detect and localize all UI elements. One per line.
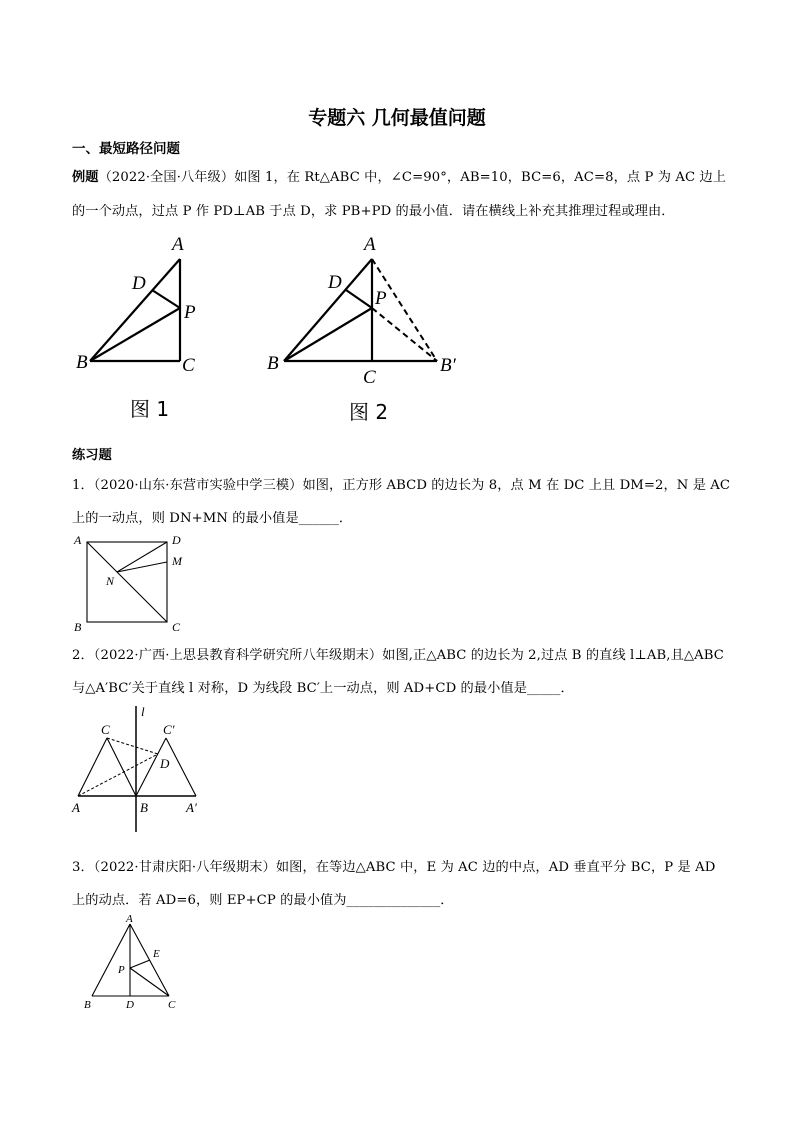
fig2-segment-PB xyxy=(284,308,372,361)
q2-label-C: C xyxy=(101,722,110,737)
q2-dashed-CD xyxy=(107,738,158,754)
q3-label-P: P xyxy=(118,964,125,976)
q2-side-CB xyxy=(107,738,136,796)
q2-side-C2A2 xyxy=(166,738,196,796)
q3-side-AB xyxy=(92,924,130,996)
q1-label-N: N xyxy=(106,574,115,588)
q2-line-1: 2．（2022·广西·上思县教育科学研究所八年级期末）如图,正△ABC 的边长为 2,过点 B 的直线 l⊥AB,且△ABC xyxy=(72,648,724,663)
q3-segment-PE xyxy=(130,960,150,968)
fig1-label-C: C xyxy=(182,355,195,376)
q2-label-B: B xyxy=(140,800,148,815)
fig1-segment-PD xyxy=(152,290,180,308)
fig2-dashed-AB2 xyxy=(372,259,437,361)
example-line-2: 的一个动点，过点 P 作 PD⊥AB 于点 D，求 PB+PD 的最小值．请在横线上补充其推理过程或理由． xyxy=(72,204,675,219)
fig1-label-A: A xyxy=(172,234,184,255)
q1-label-M: M xyxy=(172,554,182,568)
q2-line-2: 与△A′BC′关于直线 l 对称，D 为线段 BC′上一动点，则 AD+CD 的最小值是_____． xyxy=(72,681,574,696)
q3-line-2: 上的动点．若 AD=6，则 EP+CP 的最小值为______________． xyxy=(72,893,454,908)
q1-label-A: A xyxy=(74,533,82,547)
q3-label-E: E xyxy=(153,948,160,960)
q1-line-2: 上的一动点，则 DN+MN 的最小值是______． xyxy=(72,511,353,526)
example-label: 例题 xyxy=(72,170,99,185)
fig2-label-B: B xyxy=(267,353,279,374)
fig1-label-D: D xyxy=(132,273,146,294)
fig1-label-P: P xyxy=(184,302,196,323)
practice-heading: 练习题 xyxy=(72,448,112,463)
q2-label-D: D xyxy=(160,756,170,771)
q3-label-D: D xyxy=(126,999,134,1011)
fig2-label-P: P xyxy=(375,288,387,309)
fig2-caption: 图 2 xyxy=(349,400,389,424)
fig2-label-B2: B′ xyxy=(440,355,456,376)
q2-label-l: l xyxy=(141,704,145,719)
example-figure-1 xyxy=(70,228,210,428)
q1-label-B: B xyxy=(74,620,82,634)
q2-figure xyxy=(68,700,218,835)
q3-segment-PC xyxy=(130,968,169,996)
q3-figure xyxy=(76,910,196,1018)
q3-label-A: A xyxy=(126,913,133,925)
fig2-label-C: C xyxy=(363,367,376,388)
q1-label-D: D xyxy=(172,533,181,547)
example-line-1 xyxy=(72,166,726,185)
q1-label-C: C xyxy=(172,620,181,634)
q1-line-1: 1．（2020·山东·东营市实验中学三模）如图，正方形 ABCD 的边长为 8，点 M 在 DC 上且 DM=2，N 是 AC xyxy=(72,478,731,493)
example-figure-2 xyxy=(262,228,472,428)
section-heading: 一、最短路径问题 xyxy=(72,141,180,157)
q3-label-C: C xyxy=(168,999,176,1011)
q2-side-AC xyxy=(78,738,107,796)
q1-diagonal-AC xyxy=(87,542,167,622)
fig1-segment-PB xyxy=(90,308,180,361)
fig2-segment-PD xyxy=(346,290,372,308)
fig2-dashed-PB2 xyxy=(372,308,437,361)
example-text-1: （2022·全国·八年级）如图 1，在 Rt△ABC 中，∠C=90°，AB=10，BC=6，AC=8，点 P 为 AC 边上 xyxy=(98,170,727,185)
q2-label-A2: A′ xyxy=(186,800,197,815)
fig1-label-B: B xyxy=(76,352,88,373)
q2-label-A: A xyxy=(72,800,80,815)
page-title: 专题六 几何最值问题 xyxy=(308,107,486,129)
fig1-caption: 图 1 xyxy=(130,397,170,421)
fig2-label-A: A xyxy=(364,234,376,255)
q1-figure xyxy=(70,530,200,635)
q3-line-1: 3．（2022·甘肃庆阳·八年级期末）如图，在等边△ABC 中，E 为 AC 边的中点，AD 垂直平分 BC，P 是 AD xyxy=(72,860,716,875)
q3-label-B: B xyxy=(84,999,91,1011)
q2-label-C2: C′ xyxy=(163,722,175,737)
fig2-label-D: D xyxy=(328,272,342,293)
